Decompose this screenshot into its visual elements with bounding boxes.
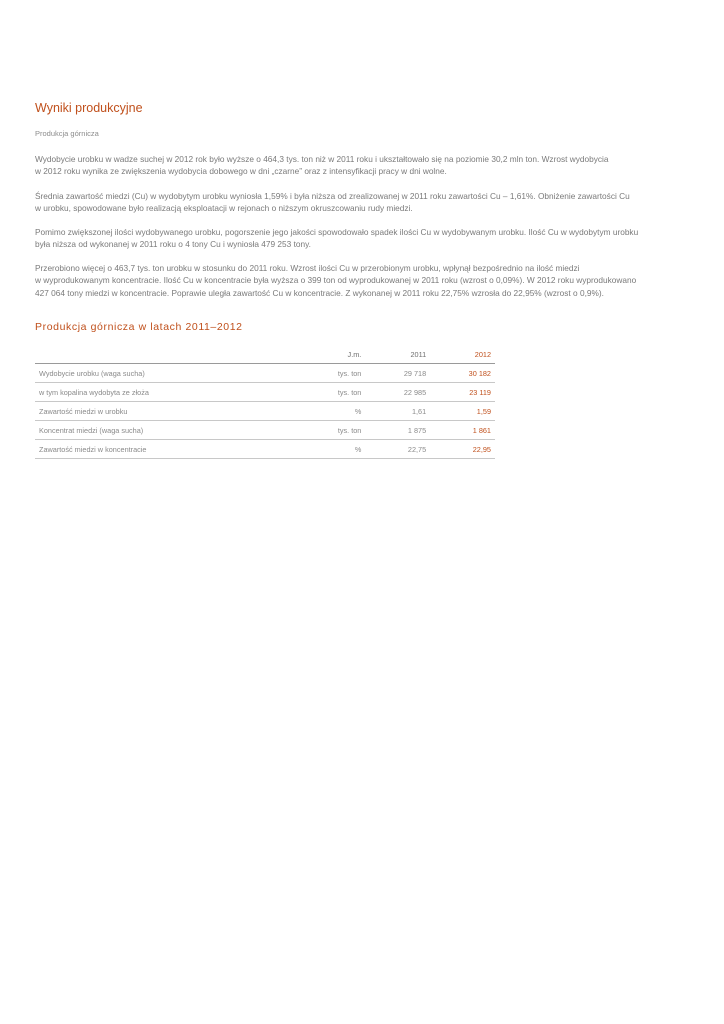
- table-header-row: [35, 345, 495, 364]
- row-unit: %: [294, 402, 365, 421]
- row-value-2012: 1,59: [430, 402, 495, 421]
- row-unit: tys. ton: [294, 383, 365, 402]
- table-row: [35, 421, 495, 440]
- paragraph-copper-quantity: [35, 226, 695, 251]
- paragraph-line: Przerobiono więcej o 463,7 tys. ton urobku w stosunku do 2011 roku. Wzrost ilości Cu w przerobionym urobku, wpłynął bezpośrednio na ilość miedzi: [35, 263, 580, 273]
- row-label: Koncentrat miedzi (waga sucha): [35, 421, 294, 440]
- row-unit: %: [294, 440, 365, 459]
- paragraph-processing: [35, 262, 695, 299]
- table-row: [35, 383, 495, 402]
- row-value-2011: 1 875: [365, 421, 430, 440]
- row-label: Zawartość miedzi w urobku: [35, 402, 294, 421]
- paragraph-line: Wydobycie urobku w wadze suchej w 2012 rok było wyższe o 464,3 tys. ton niż w 2011 roku i ukształtowało się na poziomie 30,2 mln ton. Wzrost wydobycia: [35, 154, 609, 164]
- paragraph-line: w wyprodukowanym koncentracie. Ilość Cu w koncentracie była wyższa o 399 ton od wyprodukowanej w 2011 roku (wzrost o 0,09%). W 2012 roku wyprodukowano: [35, 275, 637, 286]
- paragraph-copper-content: [35, 190, 695, 215]
- row-value-2011: 1,61: [365, 402, 430, 421]
- row-value-2012: 22,95: [430, 440, 495, 459]
- row-label: w tym kopalina wydobyta ze złoża: [35, 383, 294, 402]
- table-row: [35, 364, 495, 383]
- paragraph-line: 427 064 tony miedzi w koncentracie. Poprawie uległa zawartość Cu w koncentracie. Z wykonanej w 2011 roku 22,75% wzrosła do 22,95% (wzrost o 0,9%).: [35, 287, 604, 298]
- paragraph-line: Średnia zawartość miedzi (Cu) w wydobytym urobku wyniosła 1,59% i była niższa od zrealizowanej w 2011 roku zawartości Cu – 1,61%. Obniżenie zawartości Cu: [35, 191, 630, 201]
- paragraph-line: była niższa od wykonanej w 2011 roku o 4 tony Cu i wyniosła 479 253 tony.: [35, 239, 311, 250]
- section-title: Wyniki produkcyjne: [35, 101, 143, 115]
- row-value-2012: 30 182: [430, 364, 495, 383]
- row-value-2011: 22 985: [365, 383, 430, 402]
- table-title: Produkcja górnicza w latach 2011–2012: [35, 321, 243, 333]
- row-value-2011: 22,75: [365, 440, 430, 459]
- table-row: [35, 402, 495, 421]
- row-label: Wydobycie urobku (waga sucha): [35, 364, 294, 383]
- header-2012: 2012: [430, 345, 495, 364]
- header-2011: 2011: [365, 345, 430, 364]
- paragraph-extraction: [35, 153, 695, 178]
- row-value-2011: 29 718: [365, 364, 430, 383]
- row-value-2012: 1 861: [430, 421, 495, 440]
- table-row: [35, 440, 495, 459]
- production-table: [35, 345, 495, 459]
- header-label: [35, 345, 294, 364]
- row-label: Zawartość miedzi w koncentracie: [35, 440, 294, 459]
- paragraph-line: w 2012 roku wynika ze zwiększenia wydobycia dobowego w dni „czarne” oraz z intensyfikacji pracy w dni wolne.: [35, 166, 447, 177]
- row-unit: tys. ton: [294, 364, 365, 383]
- header-unit: J.m.: [294, 345, 365, 364]
- paragraph-line: Pomimo zwiększonej ilości wydobywanego urobku, pogorszenie jego jakości spowodowało spadek ilości Cu w wydobywanym urobku. Ilość Cu w wydobytym urobku: [35, 227, 639, 237]
- paragraph-line: w urobku, spowodowane było realizacją eksploatacji w rejonach o niższym okruszcowaniu rudy miedzi.: [35, 203, 413, 214]
- section-subtitle: Produkcja górnicza: [35, 129, 99, 138]
- row-unit: tys. ton: [294, 421, 365, 440]
- row-value-2012: 23 119: [430, 383, 495, 402]
